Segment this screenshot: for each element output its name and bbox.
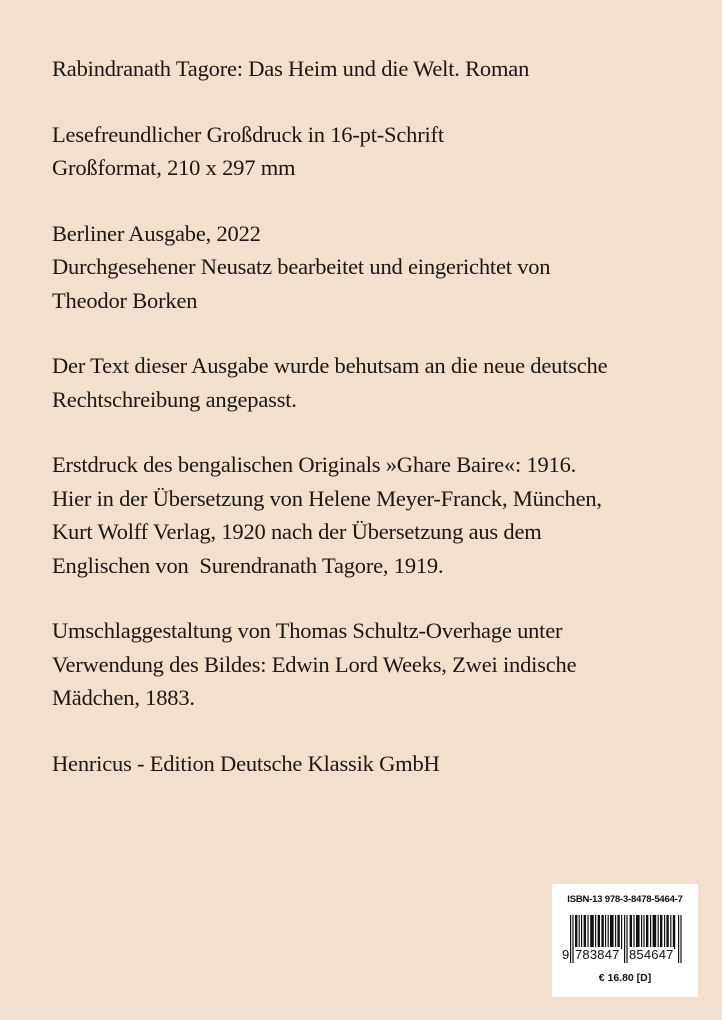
text-line: Rabindranath Tagore: Das Heim und die Welt. Roman xyxy=(52,56,530,81)
title-line xyxy=(52,52,692,86)
publisher-info xyxy=(52,747,692,781)
text-line: Umschlaggestaltung von Thomas Schultz-Overhage unter xyxy=(52,618,563,643)
isbn-barcode-label xyxy=(552,884,698,997)
text-line: Berliner Ausgabe, 2022 xyxy=(52,220,261,246)
barcode-digit-left: 783847 xyxy=(575,947,620,962)
edition-info xyxy=(52,217,692,318)
text-line: Rechtschreibung angepasst. xyxy=(52,386,297,412)
price-label: € 16.80 [D] xyxy=(598,972,652,984)
cover-design-info xyxy=(52,614,692,715)
text-line: Der Text dieser Ausgabe wurde behutsam an die neue deutsche xyxy=(52,353,608,378)
text-line: Hier in der Übersetzung von Helene Meyer-Franck, München, xyxy=(52,485,602,511)
text-line: Erstdruck des bengalischen Originals »Ghare Baire«: 1916. xyxy=(52,452,577,477)
barcode-digit-right: 854647 xyxy=(629,947,674,962)
spelling-note xyxy=(52,349,692,416)
first-print-info xyxy=(52,448,692,582)
isbn-number: ISBN-13 978-3-8478-5464-7 xyxy=(567,894,683,905)
format-info xyxy=(52,118,692,185)
text-line: Englischen von Surendranath Tagore, 1919. xyxy=(52,552,444,578)
text-line: Theodor Borken xyxy=(52,287,198,313)
text-line: Henricus - Edition Deutsche Klassik GmbH xyxy=(52,750,440,776)
text-line: Mädchen, 1883. xyxy=(52,685,195,710)
imprint-text xyxy=(52,52,692,812)
text-line: Durchgesehener Neusatz bearbeitet und eingerichtet von xyxy=(52,254,551,279)
text-line: Kurt Wolff Verlag, 1920 nach der Übersetzung aus dem xyxy=(52,519,542,544)
barcode-digit-prefix: 9 xyxy=(562,947,570,962)
text-line: Großformat, 210 x 297 mm xyxy=(52,155,296,180)
text-line: Verwendung des Bildes: Edwin Lord Weeks, Zwei indische xyxy=(52,651,577,677)
text-line: Lesefreundlicher Großdruck in 16-pt-Schrift xyxy=(52,121,444,147)
